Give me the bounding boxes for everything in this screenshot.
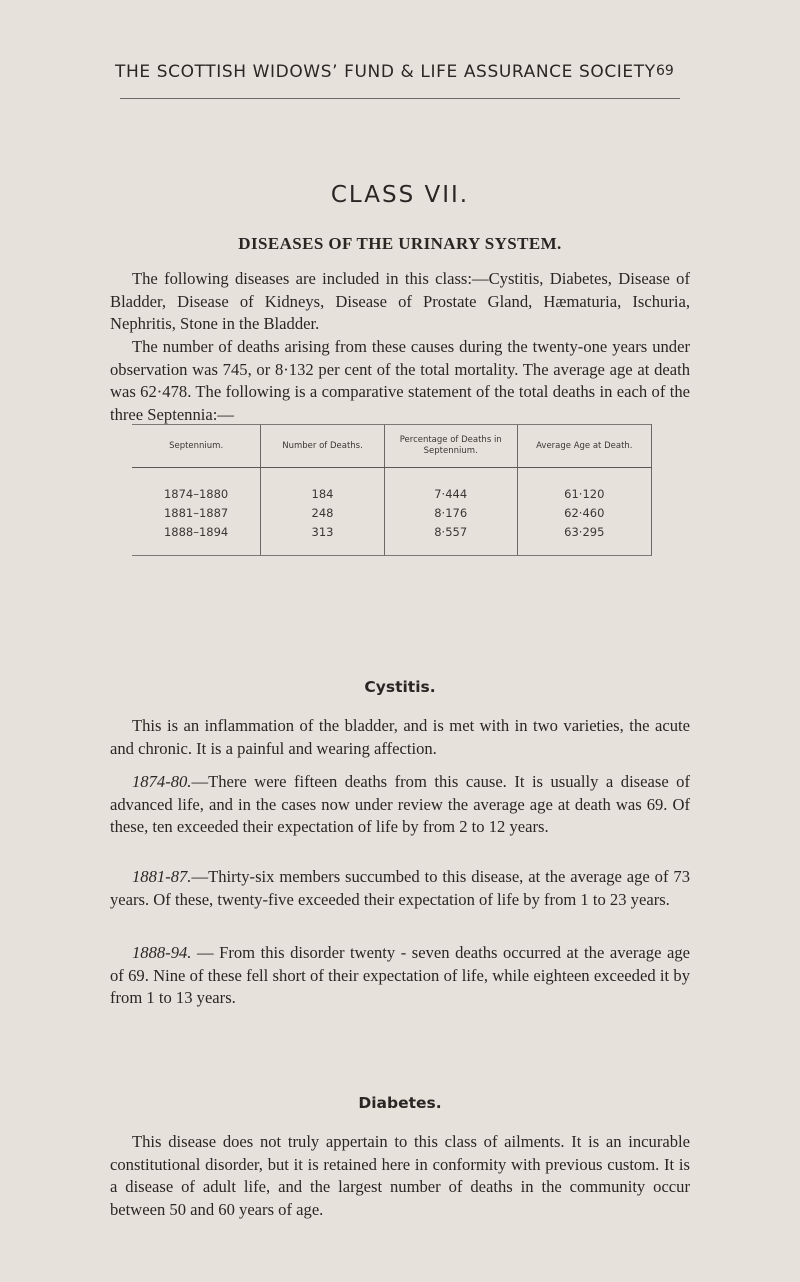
table-row [132,503,652,522]
table-cell: 248 [261,503,385,522]
table-cell: 1888–1894 [132,522,261,556]
running-title: THE SCOTTISH WIDOWS’ FUND & LIFE ASSURANCE SOCIETY [115,62,656,82]
table-cell: 62·460 [517,503,651,522]
section-title: DISEASES OF THE URINARY SYSTEM. [238,234,562,253]
table-cell: 1874–1880 [163,486,229,501]
table-cell: 313 [261,522,385,556]
diabetes-heading: Diabetes. [358,1094,442,1112]
column-header-average-age: Average Age at Death. [517,425,651,468]
period-label: 1888-94. [132,943,192,962]
table-cell: 184 [261,468,385,504]
table-cell: 63·295 [517,522,651,556]
table-cell: 8·557 [384,522,517,556]
table-cell: 8·176 [384,503,517,522]
cystitis-paragraph-1874-80: 1874-80.—There were fifteen deaths from this cause. It is usually a disease of advanced life, and in the cases now under review the average age at death was 69. Of these, ten exceeded their expectation of life by from 2 to 12 years. [110,772,690,836]
period-label: 1881-87. [132,867,192,886]
running-header [0,62,800,92]
page-number: 69 [656,63,674,79]
cystitis-paragraph-1888-94: 1888-94. — From this disorder twenty - seven deaths occurred at the average age of 69. Nine of these fell short of their expectation of life, while eighteen exceeded it by from 1 to 13 years. [110,943,690,1007]
column-header-number-of-deaths: Number of Deaths. [261,425,385,468]
intro-paragraph-1: The following diseases are included in this class:—Cystitis, Diabetes, Disease of Bladder, Disease of Kidneys, Disease of Prostate Gland, Hæmaturia, Ischuria, Nephritis, Stone in the Bladder. [110,269,690,333]
period-label: 1874-80. [132,772,192,791]
intro-paragraph-2: The number of deaths arising from these causes during the twenty-one years under observation was 745, or 8·132 per cent of the total mortality. The average age at death was 62·478. The following is a comparative statement of the total deaths in each of the three Septennia:— [110,337,690,424]
column-header-percentage: Percentage of Deaths in Septennium. [384,425,517,468]
header-rule [120,98,680,99]
cystitis-paragraph-1881-87: 1881-87.—Thirty-six members succumbed to this disease, at the average age of 73 years. Of these, twenty-five exceeded their expectation of life by from 1 to 23 years. [110,867,690,909]
table-header-row [132,425,652,468]
class-title: CLASS VII. [330,182,470,208]
table-cell: 7·444 [384,468,517,504]
table-cell: 1881–1887 [163,505,229,520]
diabetes-paragraph-1: This disease does not truly appertain to this class of ailments. It is an incurable constitutional disorder, but it is retained here in conformity with previous custom. It is a disease of adult life, and the largest number of deaths in the community occur between 50 and 60 years of age. [110,1132,690,1219]
cystitis-heading: Cystitis. [364,678,436,696]
column-header-septennium: Septennium. [132,425,261,468]
table-row [132,522,652,556]
cystitis-paragraph-1: This is an inflammation of the bladder, and is met with in two varieties, the acute and chronic. It is a painful and wearing affection. [110,716,690,758]
table-cell: 61·120 [517,468,651,504]
septennia-table [132,424,652,556]
table-row [132,468,652,504]
